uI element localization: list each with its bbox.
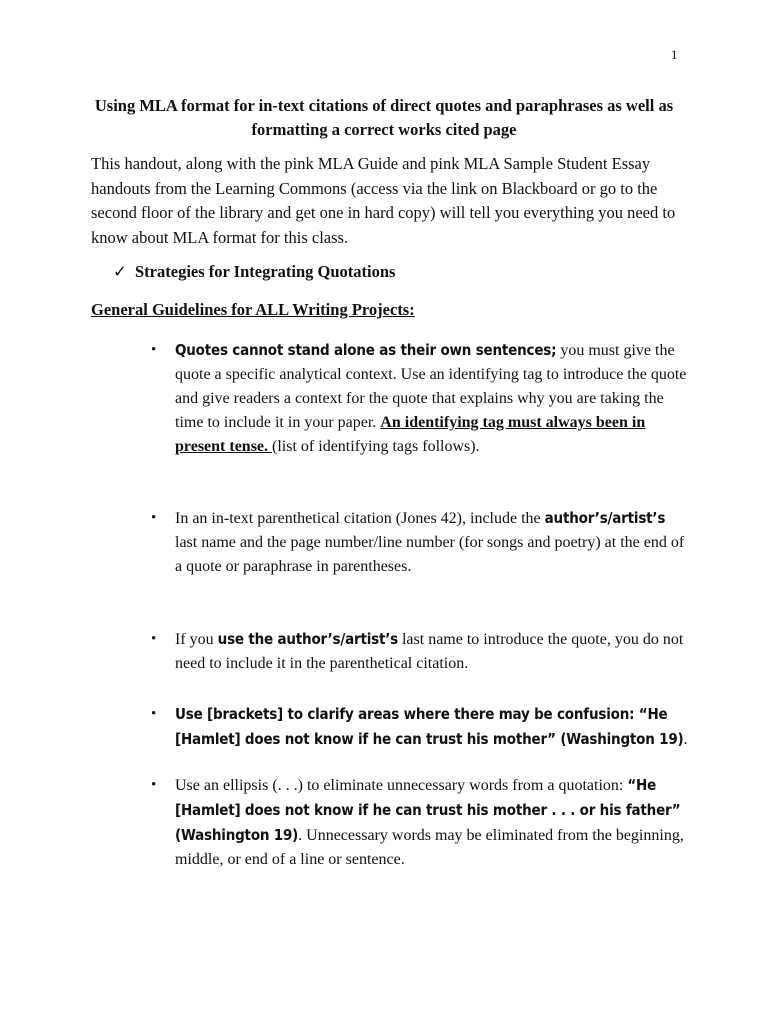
bullet-text-bold: Quotes cannot stand alone as their own sentences; xyxy=(175,341,557,359)
bullet-text-bold: author’s/artist’s xyxy=(544,509,666,527)
list-item xyxy=(151,506,690,579)
bullet-text-bold: “He [Hamlet] does not know if he can trust his mother . . . or his father” (Washington 19) xyxy=(175,776,681,844)
bullet-icon: • xyxy=(151,631,157,647)
bullet-text: you must give the quote a specific analytical context. Use an identifying tag to introduce the quote and give readers a context for the quote that explains why you are taking the time to include it in your paper. xyxy=(175,342,687,431)
bullet-text: In an in-text parenthetical citation (Jones 42), include the xyxy=(175,510,545,527)
list-item xyxy=(151,702,690,752)
page-number: 1 xyxy=(671,47,678,62)
list-item xyxy=(151,627,690,676)
bullet-text: . xyxy=(683,731,688,748)
bullet-text-bold: Use [brackets] to clarify areas where there may be confusion: “He [Hamlet] does not know if he can trust his mother” (Washington 19) xyxy=(175,705,684,748)
bullet-text: . Unnecessary words may be eliminated from the beginning, middle, or end of a line or sentence. xyxy=(175,827,684,868)
guidelines-heading: General Guidelines for ALL Writing Projects: xyxy=(91,300,415,319)
list-item xyxy=(151,338,690,459)
bullet-text: If you xyxy=(175,631,218,648)
checkmark-icon: ✓ xyxy=(113,262,127,281)
bullet-text: last name to introduce the quote, you do not need to include it in the parenthetical citation. xyxy=(175,631,684,672)
bullet-text-emphasis: An identifying tag must always been in present tense. xyxy=(175,414,646,455)
bullet-icon: • xyxy=(151,510,157,526)
strategies-heading-line xyxy=(113,262,395,282)
document-title: Using MLA format for in-text citations of direct quotes and paraphrases as well as formatting a correct works cited page xyxy=(94,96,674,139)
strategies-heading: Strategies for Integrating Quotations xyxy=(135,262,396,281)
bullet-icon: • xyxy=(151,342,157,358)
bullet-icon: • xyxy=(151,777,157,793)
bullet-icon: • xyxy=(151,706,157,722)
intro-paragraph: This handout, along with the pink MLA Guide and pink MLA Sample Student Essay handouts from the Learning Commons (access via the link on Blackboard or go to the second floor of the library and get one in hard copy) will tell you everything you need to know about MLA format for this class. xyxy=(91,154,676,247)
bullet-text: last name and the page number/line number (for songs and poetry) at the end of a quote or paraphrase in parentheses. xyxy=(175,534,685,575)
bullet-text: (list of identifying tags follows). xyxy=(272,438,480,455)
bullet-text: Use an ellipsis (. . .) to eliminate unnecessary words from a quotation: xyxy=(175,777,628,794)
bullet-text-bold: use the author’s/artist’s xyxy=(217,630,398,648)
list-item xyxy=(151,773,690,872)
